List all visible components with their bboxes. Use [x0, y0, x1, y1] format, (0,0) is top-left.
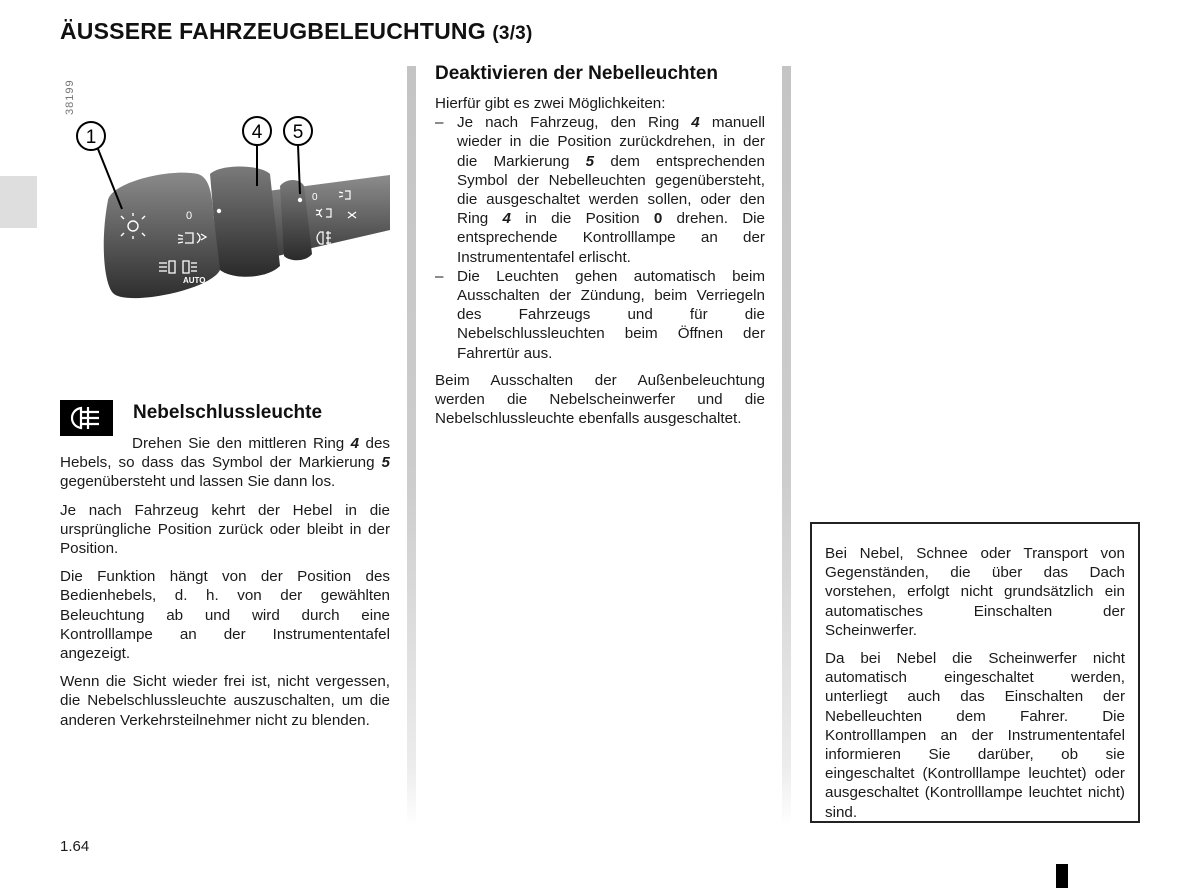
page-title-text: ÄUSSERE FAHRZEUGBELEUCHTUNG	[60, 18, 486, 44]
left-paragraph: Wenn die Sicht wieder frei ist, nicht vergessen, die Nebelschlussleuchte auszuschalten, um die anderen Verkehrsteilnehmer nicht zu blenden.	[60, 673, 390, 729]
note-text	[825, 544, 1125, 822]
callout-4-label: 4	[251, 122, 263, 143]
auto-label: AUTO	[183, 276, 206, 285]
left-paragraph: Die Funktion hängt von der Position des Bedienhebels, d. h. von der gewählten Beleuchtung ab und wird durch eine Kontrolllampe an der Instrumententafel angezeigt.	[60, 568, 390, 663]
page-title-suffix: (3/3)	[492, 23, 533, 44]
note-box	[810, 522, 1140, 823]
callout-5-label: 5	[292, 122, 304, 143]
list-item-text: Die Leuchten gehen automatisch beim Ausschalten der Zündung, beim Verriegeln des Fahrzeugs und für die Nebelschlussleuchten beim Öffnen der Fahrertür aus.	[457, 267, 765, 362]
column-divider-left	[407, 66, 416, 826]
middle-body-text	[435, 94, 765, 428]
stalk-shaft	[260, 175, 390, 260]
note-paragraph: Da bei Nebel die Scheinwerfer nicht automatisch eingeschaltet werden, unterliegt auch das Einschalten der Nebelleuchten dem Fahrer. Die Kontrolllampen an der Instrumententafel informieren Sie darüber, ob sie eingeschaltet (Kontrolllampe leuchtet) oder ausgeschaltet (Kontrolllampe leuchtet nicht) sind.	[825, 650, 1125, 821]
figure-reference-number: 38199	[64, 79, 76, 115]
tip-off-label: 0	[186, 210, 193, 222]
note-paragraph: Bei Nebel, Schnee oder Transport von Gegenständen, die über das Dach vorstehen, erfolgt nicht grundsätzlich ein automatisches Einschalten der Scheinwerfer.	[825, 545, 1125, 639]
list-item: – Je nach Fahrzeug, den Ring 4 manuell wieder in die Position zurückdrehen, in der die Markierung 5 dem entsprechenden Symbol der Nebelleuchten gegenübersteht, die ausgeschaltet werden sollen, oder den Ring 4 in die Position 0 drehen. Die entsprechende Kontrolllampe an der Instrumententafel erlischt.	[435, 114, 766, 266]
list-item-text: Je nach Fahrzeug, den Ring 4 manuell wieder in die Position zurückdrehen, in der die Markierung 5 dem entsprechenden Symbol der Nebelleuchten gegenübersteht, die ausgeschaltet werden sollen, oder den Ring 4 in die Position 0 drehen. Die entsprechende Kontrolllampe an der Instrumententafel erlischt.	[457, 114, 766, 266]
left-body-text	[60, 434, 390, 730]
section-heading-deactivate: Deaktivieren der Nebelleuchten	[435, 63, 718, 84]
inline-reference: 4	[691, 114, 700, 132]
light-stalk-illustration	[60, 70, 390, 310]
page-title	[60, 18, 532, 45]
light-stalk-figure	[60, 70, 390, 310]
middle-closing: Beim Ausschalten der Außenbeleuchtung werden die Nebelscheinwerfer und die Nebelschlussleuchte ebenfalls ausgeschaltet.	[435, 371, 765, 428]
left-paragraph: Je nach Fahrzeug kehrt der Hebel in die ursprüngliche Position zurück oder bleibt in der Position.	[60, 501, 390, 558]
inline-reference: 5	[585, 152, 595, 170]
inline-reference: 0	[653, 210, 663, 228]
inline-reference: 5	[381, 454, 390, 472]
page-number: 1.64	[60, 838, 90, 855]
middle-intro: Hierfür gibt es zwei Möglichkeiten:	[435, 95, 666, 112]
stalk-ring-4	[210, 167, 280, 277]
list-item: – Die Leuchten gehen automatisch beim Ausschalten der Zündung, beim Verriegeln des Fahrzeugs und für die Nebelschlussleuchten beim Öffnen der Fahrertür aus.	[435, 267, 765, 362]
rear-fog-light-icon	[67, 404, 107, 432]
section-heading-rear-fog: Nebelschlussleuchte	[133, 402, 323, 423]
rear-fog-light-badge	[60, 400, 113, 436]
chapter-tab	[0, 176, 37, 228]
ring-marker-1	[217, 209, 221, 213]
ring5-off-label: 0	[312, 192, 318, 203]
callout-1-label: 1	[85, 127, 97, 148]
inline-reference: 4	[350, 435, 360, 452]
column-divider-right	[782, 66, 791, 826]
inline-reference: 4	[502, 210, 511, 228]
print-corner-mark	[1056, 864, 1068, 888]
ring-marker-5	[298, 198, 302, 202]
left-paragraph: Drehen Sie den mittleren Ring 4 des Hebels, so dass das Symbol der Markierung 5 gegenübersteht und lassen Sie dann los.	[60, 435, 390, 491]
middle-list	[435, 113, 765, 363]
